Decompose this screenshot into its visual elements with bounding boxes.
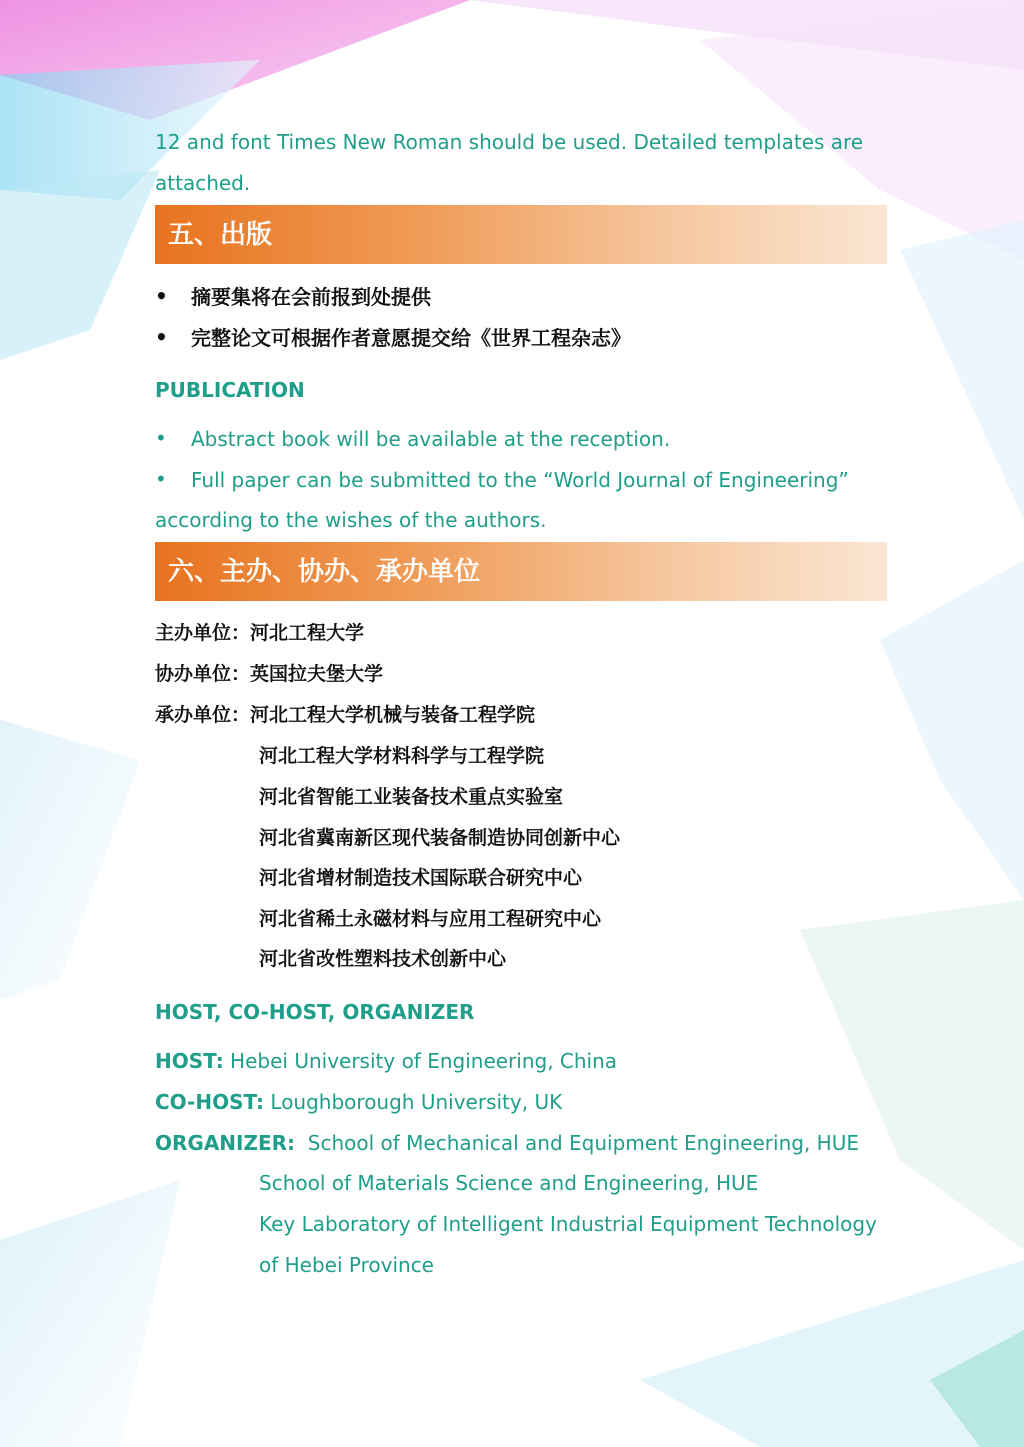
section5-title: 五、出版 <box>168 220 273 250</box>
cn-item-2: 完整论文可根据作者意愿提交给《世界工程杂志》 <box>191 326 631 350</box>
en-item-1: Abstract book will be available at the reception. <box>191 427 671 451</box>
cohost-value: Loughborough University, UK <box>264 1090 563 1114</box>
section5-banner <box>155 205 887 264</box>
bullet-icon: • <box>155 284 168 308</box>
organizer-en-item: Key Laboratory of Intelligent Industrial Equipment Technology <box>259 1212 877 1236</box>
host-value: Hebei University of Engineering, China <box>223 1049 618 1073</box>
bullet-icon: • <box>155 467 167 491</box>
bullet-icon: • <box>155 426 167 450</box>
organizer-cn-item: 河北省改性塑料技术创新中心 <box>259 948 507 970</box>
intro-line-1: 12 and font Times New Roman should be used. Detailed templates are <box>155 130 864 154</box>
cohost-cn: 协办单位：英国拉夫堡大学 <box>155 663 384 685</box>
intro-line-2: attached. <box>155 171 251 195</box>
bullet-icon: • <box>155 325 168 349</box>
host-en <box>155 1048 617 1074</box>
organizer-cn-item: 河北省冀南新区现代装备制造协同创新中心 <box>259 827 621 849</box>
organizer-value: School of Mechanical and Equipment Engineering, HUE <box>295 1131 859 1155</box>
cohost-en <box>155 1089 562 1115</box>
publication-heading: PUBLICATION <box>155 378 305 402</box>
en-item-2: Full paper can be submitted to the “World Journal of Engineering” <box>191 468 849 492</box>
organizer-en <box>155 1130 859 1156</box>
cohost-label: CO-HOST: <box>155 1090 265 1114</box>
organizer-cn-item: 河北工程大学材料科学与工程学院 <box>259 745 545 767</box>
organizer-label: ORGANIZER: <box>155 1131 296 1155</box>
organizer-cn: 承办单位：河北工程大学机械与装备工程学院 <box>155 704 536 726</box>
host-label: HOST: <box>155 1049 224 1073</box>
cn-item-1: 摘要集将在会前报到处提供 <box>191 285 431 309</box>
section6-title: 六、主办、协办、承办单位 <box>168 557 481 587</box>
organizer-en-item: School of Materials Science and Engineering, HUE <box>259 1171 759 1195</box>
organizer-cn-item: 河北省增材制造技术国际联合研究中心 <box>259 867 583 889</box>
organizer-en-item: of Hebei Province <box>259 1253 434 1277</box>
host-organizer-heading: HOST, CO-HOST, ORGANIZER <box>155 1000 475 1024</box>
en-item-2-continued: according to the wishes of the authors. <box>155 508 547 532</box>
organizer-cn-item: 河北省稀土永磁材料与应用工程研究中心 <box>259 908 602 930</box>
host-cn: 主办单位：河北工程大学 <box>155 622 365 644</box>
section6-banner <box>155 542 887 601</box>
organizer-cn-item: 河北省智能工业装备技术重点实验室 <box>259 786 564 808</box>
